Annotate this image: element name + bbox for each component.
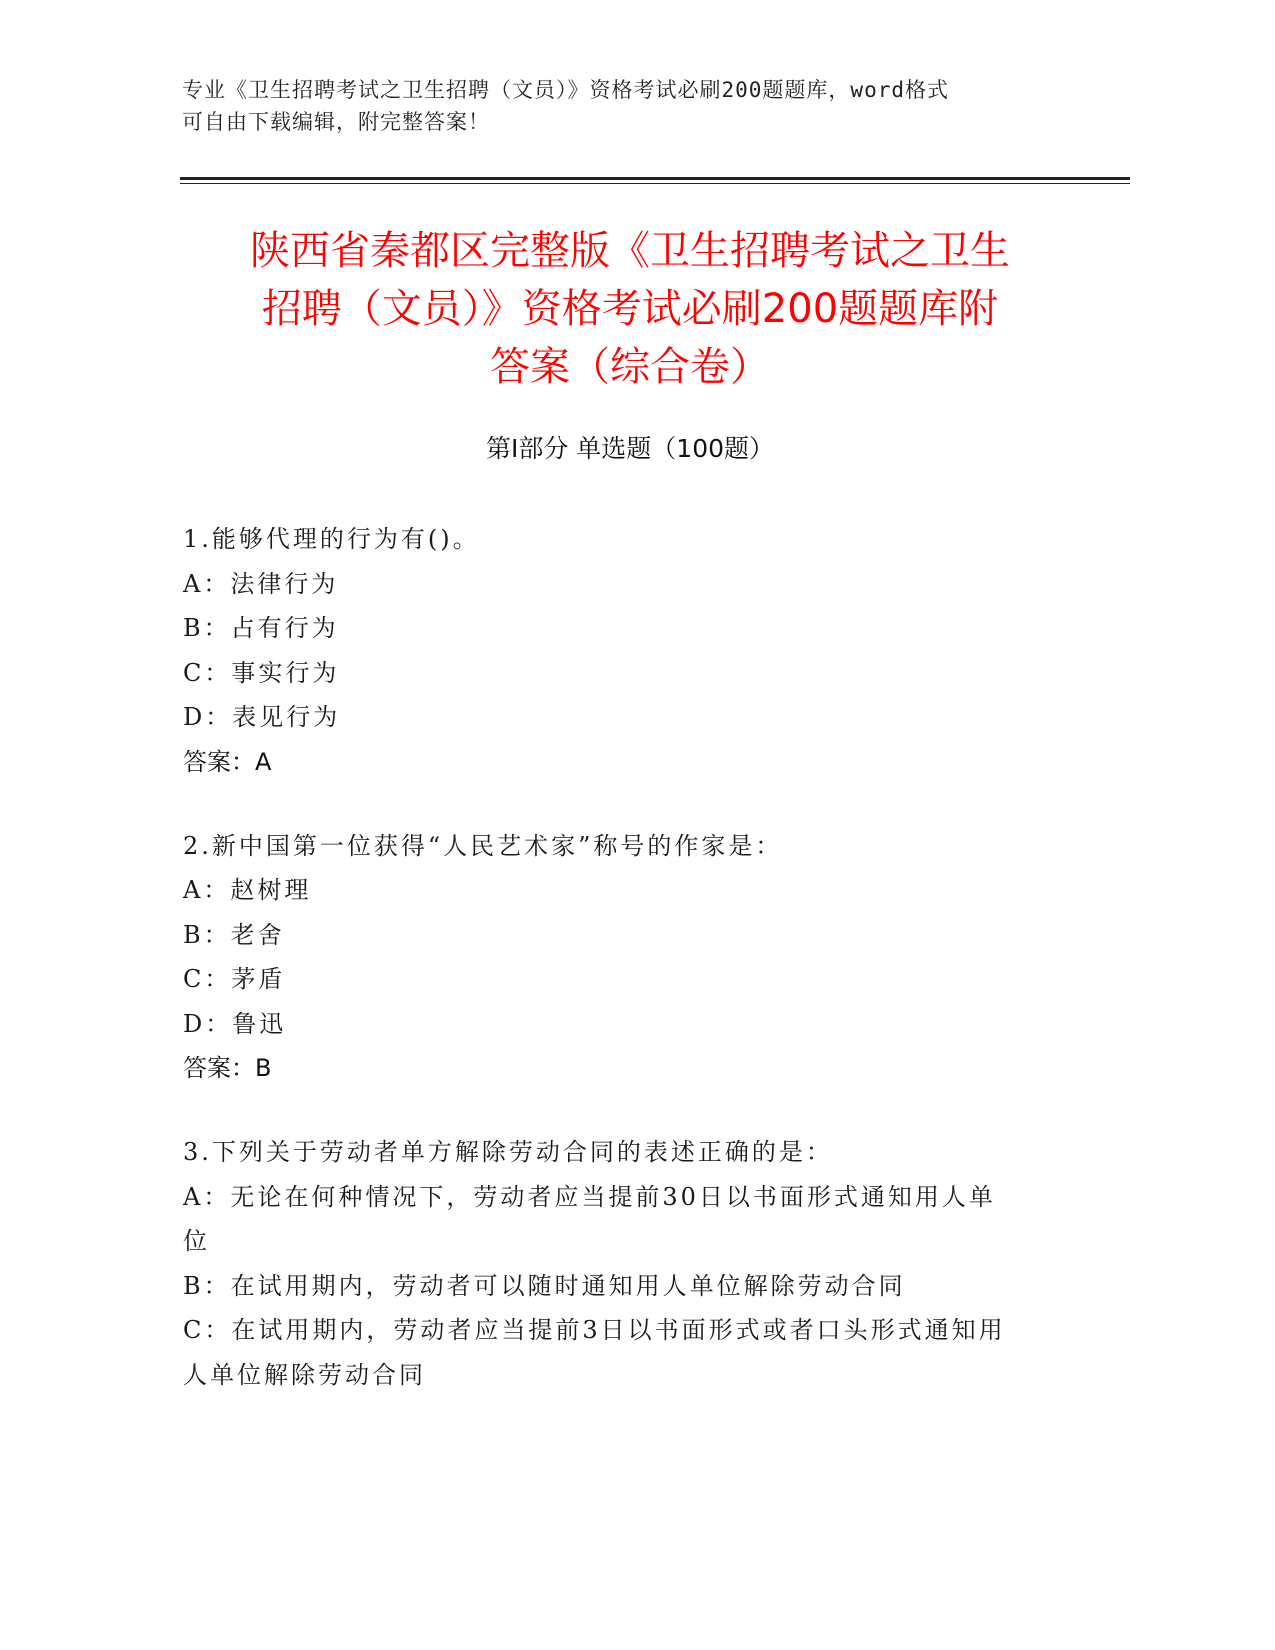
option-c-continued: 人单位解除劳动合同: [183, 1360, 426, 1389]
document-title-line-3: 答案（综合卷）: [490, 344, 770, 390]
question-3: [183, 1130, 1063, 1397]
option-a: A：赵树理: [183, 876, 312, 904]
header-divider-thin: [180, 183, 1130, 184]
option-a: A：无论在何种情况下，劳动者应当提前30日以书面形式通知用人单: [183, 1182, 996, 1211]
option-c: C：事实行为: [183, 658, 340, 687]
option-a-continued: 位: [183, 1227, 210, 1255]
question-1: [183, 517, 1063, 785]
option-c: C：在试用期内，劳动者应当提前3日以书面形式或者口头形式通知用: [183, 1316, 1006, 1344]
document-title-line-2: 招聘（文员）》资格考试必刷200题题库附: [261, 286, 999, 332]
answer: 答案：A: [183, 747, 272, 776]
header-note-line-1: 专业《卫生招聘考试之卫生招聘（文员）》资格考试必刷200题题库，word格式: [182, 78, 949, 102]
option-a: A：法律行为: [183, 569, 339, 598]
question-list: [183, 517, 1063, 1436]
option-d: D：鲁迅: [183, 1009, 287, 1038]
section-title: 第Ⅰ部分 单选题（100题）: [485, 434, 775, 463]
option-b: B：占有行为: [183, 614, 339, 642]
document-title: [180, 222, 1080, 396]
question-stem: 3.下列关于劳动者单方解除劳动合同的表述正确的是：: [183, 1138, 833, 1166]
option-b: B：老舍: [183, 920, 285, 949]
question-2: [183, 824, 1063, 1092]
header-note: [182, 74, 1042, 138]
option-d: D：表见行为: [183, 703, 341, 731]
header-note-line-2: 可自由下载编辑，附完整答案！: [182, 110, 490, 134]
answer: 答案：B: [183, 1054, 272, 1082]
question-stem: 1.能够代理的行为有()。: [183, 525, 480, 553]
document-title-line-1: 陕西省秦都区完整版《卫生招聘考试之卫生: [250, 228, 1010, 274]
option-b: B：在试用期内，劳动者可以随时通知用人单位解除劳动合同: [183, 1271, 906, 1300]
question-stem: 2.新中国第一位获得“人民艺术家”称号的作家是：: [183, 831, 783, 860]
option-c: C：茅盾: [183, 965, 286, 993]
header-divider-thick: [180, 177, 1130, 180]
